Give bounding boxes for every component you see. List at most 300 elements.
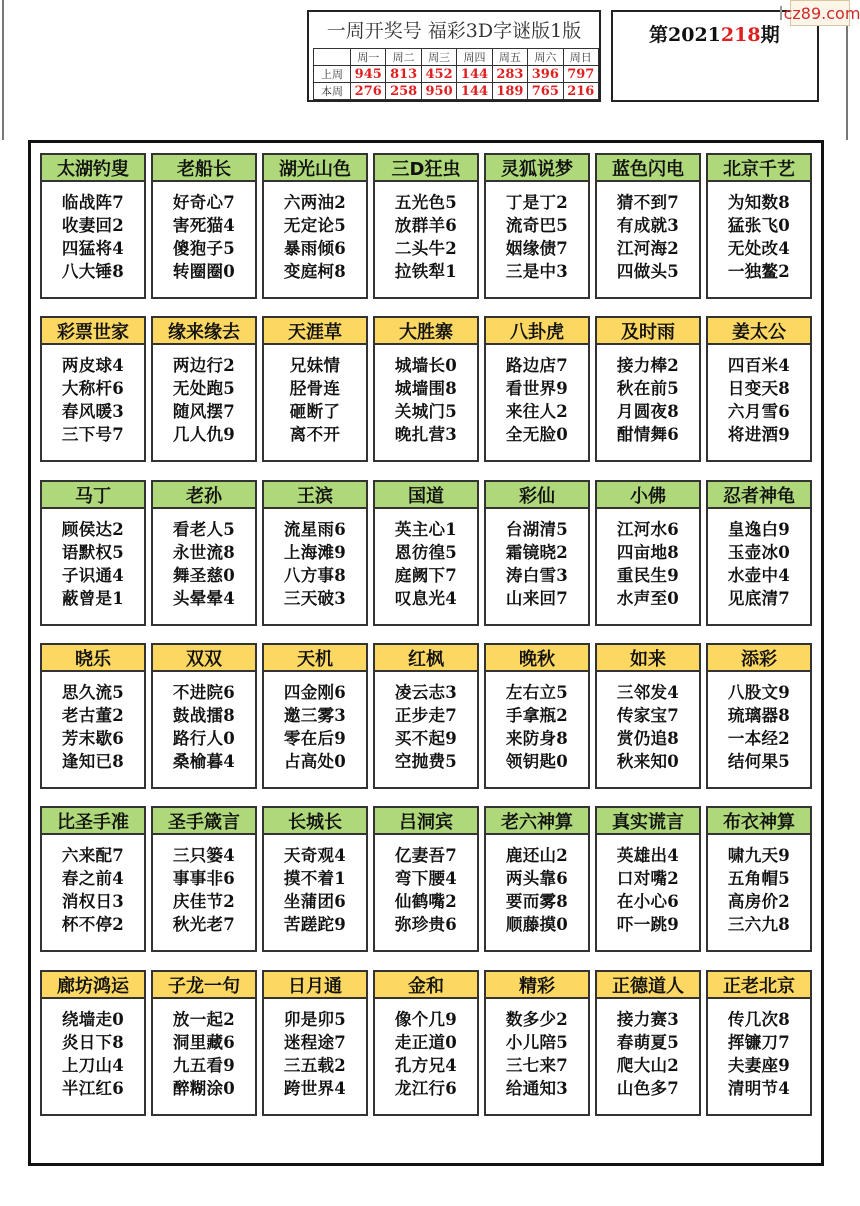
riddle-line: 空抛费5 [394, 752, 458, 771]
riddle-card-title: 老船长 [151, 153, 257, 182]
riddle-line: 几人仇9 [172, 425, 236, 444]
riddle-card [262, 316, 368, 462]
riddle-line: 清明节4 [727, 1079, 791, 1098]
riddle-line: 蔽曾是1 [61, 589, 125, 608]
riddle-line: 放一起2 [172, 1010, 236, 1029]
riddle-line: 龙江行6 [394, 1079, 458, 1098]
riddle-card-title: 廊坊鸿运 [40, 970, 146, 999]
riddle-card-title: 彩仙 [484, 480, 590, 509]
riddle-line: 顺藤摸0 [505, 915, 569, 934]
riddle-line: 重民生9 [616, 566, 680, 585]
riddle-line: 砸断了 [289, 402, 341, 421]
riddle-line: 三七来7 [505, 1056, 569, 1075]
riddle-line: 传家宝7 [616, 706, 680, 725]
riddle-card [706, 480, 812, 626]
riddle-card-title: 缘来缘去 [151, 316, 257, 345]
riddle-line: 接力赛3 [616, 1010, 680, 1029]
riddle-line: 结何果5 [727, 752, 791, 771]
riddle-lines [597, 1008, 699, 1100]
riddle-line: 芳末歇6 [61, 729, 125, 748]
riddle-line: 春风暖3 [61, 402, 125, 421]
riddle-card-title: 精彩 [484, 970, 590, 999]
riddle-line: 两皮球4 [61, 356, 125, 375]
riddle-lines [42, 191, 144, 283]
riddle-line: 头晕晕4 [172, 589, 236, 608]
riddle-line: 六两油2 [283, 193, 347, 212]
riddle-line: 四金刚6 [283, 683, 347, 702]
riddle-line: 八大锤8 [61, 262, 125, 281]
riddle-card [151, 316, 257, 462]
row-label: 上周 [314, 66, 351, 83]
riddle-line: 江河海2 [616, 239, 680, 258]
riddle-card [595, 643, 701, 789]
riddle-line: 占高处0 [283, 752, 347, 771]
riddle-card-title: 布衣神算 [706, 806, 812, 835]
riddle-line: 放群羊6 [394, 216, 458, 235]
riddle-card [595, 970, 701, 1116]
riddle-card-title: 如来 [595, 643, 701, 672]
riddle-card-title: 灵狐说梦 [484, 153, 590, 182]
riddle-lines [597, 844, 699, 936]
riddle-lines [42, 844, 144, 936]
riddle-line: 一独鳌2 [727, 262, 791, 281]
riddle-lines [375, 518, 477, 610]
riddle-lines [153, 1008, 255, 1100]
riddle-lines [153, 681, 255, 773]
draw-number: 945 [351, 66, 386, 83]
riddle-lines [264, 1008, 366, 1100]
riddle-lines [42, 681, 144, 773]
riddle-line: 猛张飞0 [727, 216, 791, 235]
riddle-line: 鼓战擂8 [172, 706, 236, 725]
riddle-card-title: 红枫 [373, 643, 479, 672]
riddle-card-title: 添彩 [706, 643, 812, 672]
riddle-card-title: 真实谎言 [595, 806, 701, 835]
riddle-lines [264, 191, 366, 283]
riddle-line: 城墙围8 [394, 379, 458, 398]
riddle-line: 来防身8 [505, 729, 569, 748]
riddle-line: 领钥匙0 [505, 752, 569, 771]
weekday-label: 周三 [421, 49, 456, 66]
riddle-line: 流星雨6 [283, 520, 347, 539]
riddle-lines [486, 354, 588, 446]
riddle-line: 口对嘴2 [616, 869, 680, 888]
riddle-lines [708, 191, 810, 283]
riddle-card-title: 忍者神龟 [706, 480, 812, 509]
riddle-lines [597, 354, 699, 446]
riddle-card [151, 806, 257, 952]
riddle-line: 凌云志3 [394, 683, 458, 702]
riddle-line: 秋来知0 [616, 752, 680, 771]
riddle-line: 五光色5 [394, 193, 458, 212]
riddle-line: 零在后9 [283, 729, 347, 748]
riddle-lines [42, 354, 144, 446]
riddle-line: 坐蒲团6 [283, 892, 347, 911]
riddle-grid-frame [28, 140, 824, 1166]
riddle-card-title: 大胜寨 [373, 316, 479, 345]
riddle-line: 姻缘债7 [505, 239, 569, 258]
riddle-card [262, 970, 368, 1116]
riddle-card [706, 970, 812, 1116]
riddle-line: 舞圣慈0 [172, 566, 236, 585]
riddle-line: 路边店7 [505, 356, 569, 375]
riddle-card-title: 太湖钓叟 [40, 153, 146, 182]
riddle-card [484, 643, 590, 789]
riddle-line: 琉璃器8 [727, 706, 791, 725]
riddle-line: 变庭柯8 [283, 262, 347, 281]
riddle-line: 九五看9 [172, 1056, 236, 1075]
riddle-card [484, 153, 590, 299]
riddle-line: 跨世界4 [283, 1079, 347, 1098]
riddle-line: 醉糊涂0 [172, 1079, 236, 1098]
riddle-line: 大称杆6 [61, 379, 125, 398]
riddle-card-title: 正德道人 [595, 970, 701, 999]
riddle-line: 转圈圈0 [172, 262, 236, 281]
riddle-line: 逢知已8 [61, 752, 125, 771]
riddle-line: 三六九8 [727, 915, 791, 934]
riddle-line: 摸不着1 [283, 869, 347, 888]
riddle-line: 好奇心7 [172, 193, 236, 212]
riddle-line: 邀三雾3 [283, 706, 347, 725]
riddle-card-title: 王滨 [262, 480, 368, 509]
riddle-card-title: 天涯草 [262, 316, 368, 345]
riddle-card [40, 316, 146, 462]
draw-number: 283 [492, 66, 527, 83]
riddle-line: 上刀山4 [61, 1056, 125, 1075]
riddle-card [262, 806, 368, 952]
weekday-label: 周二 [386, 49, 421, 66]
riddle-card [595, 153, 701, 299]
riddle-line: 随风摆7 [172, 402, 236, 421]
riddle-line: 传几次8 [727, 1010, 791, 1029]
riddle-line: 小儿陪5 [505, 1033, 569, 1052]
riddle-line: 庆佳节2 [172, 892, 236, 911]
riddle-line: 四百米4 [727, 356, 791, 375]
riddle-line: 三下号7 [61, 425, 125, 444]
riddle-card-title: 吕洞宾 [373, 806, 479, 835]
riddle-lines [375, 681, 477, 773]
riddle-line: 给通知3 [505, 1079, 569, 1098]
riddle-line: 弥珍贵6 [394, 915, 458, 934]
riddle-line: 流奇巴5 [505, 216, 569, 235]
riddle-line: 拉铁犁1 [394, 262, 458, 281]
riddle-line: 来往人2 [505, 402, 569, 421]
riddle-card [262, 153, 368, 299]
riddle-lines [486, 518, 588, 610]
riddle-line: 亿妻吾7 [394, 846, 458, 865]
riddle-line: 玉壶冰0 [727, 543, 791, 562]
riddle-line: 顾侯达2 [61, 520, 125, 539]
riddle-card [595, 316, 701, 462]
riddle-line: 涛白雪3 [505, 566, 569, 585]
riddle-line: 路行人0 [172, 729, 236, 748]
riddle-card [373, 316, 479, 462]
riddle-line: 三是中3 [505, 262, 569, 281]
riddle-line: 三只篓4 [172, 846, 236, 865]
riddle-lines [153, 518, 255, 610]
panel-title: 一周开奖号 福彩3D字谜版1版 [326, 20, 582, 42]
riddle-line: 绕墙走0 [61, 1010, 125, 1029]
riddle-line: 有成就3 [616, 216, 680, 235]
riddle-line: 两边行2 [172, 356, 236, 375]
riddle-card [484, 806, 590, 952]
riddle-line: 三天破3 [283, 589, 347, 608]
riddle-line: 卯是卯5 [283, 1010, 347, 1029]
riddle-lines [264, 518, 366, 610]
riddle-card [706, 153, 812, 299]
riddle-line: 夫妻座9 [727, 1056, 791, 1075]
riddle-card [40, 480, 146, 626]
riddle-lines [708, 1008, 810, 1100]
draw-number: 765 [528, 83, 563, 100]
riddle-line: 炎日下8 [61, 1033, 125, 1052]
riddle-line: 兄妹情 [289, 356, 341, 375]
riddle-line: 庭阙下7 [394, 566, 458, 585]
riddle-line: 晚扎营3 [394, 425, 458, 444]
riddle-card [40, 806, 146, 952]
riddle-lines [42, 518, 144, 610]
riddle-card-title: 老六神算 [484, 806, 590, 835]
riddle-line: 叹息光4 [394, 589, 458, 608]
riddle-card [706, 643, 812, 789]
riddle-line: 英主心1 [394, 520, 458, 539]
riddle-card [40, 643, 146, 789]
riddle-line: 四做头5 [616, 262, 680, 281]
riddle-line: 月圆夜8 [616, 402, 680, 421]
riddle-card-title: 圣手箴言 [151, 806, 257, 835]
riddle-line: 爬大山2 [616, 1056, 680, 1075]
riddle-line: 八方事8 [283, 566, 347, 585]
riddle-card-title: 马丁 [40, 480, 146, 509]
last-week-row [314, 66, 599, 83]
riddle-line: 日变天8 [727, 379, 791, 398]
riddle-line: 在小心6 [616, 892, 680, 911]
riddle-line: 语默权5 [61, 543, 125, 562]
draw-number: 258 [386, 83, 421, 100]
riddle-line: 猜不到7 [616, 193, 680, 212]
riddle-line: 山色多7 [616, 1079, 680, 1098]
riddle-lines [597, 681, 699, 773]
riddle-line: 桑榆暮4 [172, 752, 236, 771]
riddle-card [373, 153, 479, 299]
riddle-lines [375, 1008, 477, 1100]
riddle-card-title: 蓝色闪电 [595, 153, 701, 182]
riddle-card-title: 晚秋 [484, 643, 590, 672]
riddle-card [595, 480, 701, 626]
riddle-line: 将进酒9 [727, 425, 791, 444]
logo-icon [780, 6, 782, 20]
draw-number: 797 [563, 66, 598, 83]
riddle-line: 永世流8 [172, 543, 236, 562]
riddle-card-title: 八卦虎 [484, 316, 590, 345]
riddle-line: 水壶中4 [727, 566, 791, 585]
riddle-card-title: 正老北京 [706, 970, 812, 999]
left-edge-line [2, 0, 4, 140]
riddle-lines [42, 1008, 144, 1100]
draw-number: 396 [528, 66, 563, 83]
issue-number: 第2021218期 [649, 24, 780, 46]
riddle-line: 离不开 [289, 425, 341, 444]
site-watermark[interactable]: cz89.com [790, 0, 850, 26]
riddle-line: 秋在前5 [616, 379, 680, 398]
riddle-line: 弯下腰4 [394, 869, 458, 888]
riddle-line: 思久流5 [61, 683, 125, 702]
riddle-card-title: 彩票世家 [40, 316, 146, 345]
row-label: 本周 [314, 83, 351, 100]
draw-number: 950 [421, 83, 456, 100]
riddle-card [40, 153, 146, 299]
riddle-card-title: 天机 [262, 643, 368, 672]
riddle-line: 像个几9 [394, 1010, 458, 1029]
riddle-lines [153, 191, 255, 283]
riddle-line: 皇逸白9 [727, 520, 791, 539]
riddle-line: 四猛将4 [61, 239, 125, 258]
riddle-line: 春之前4 [61, 869, 125, 888]
riddle-card-title: 比圣手准 [40, 806, 146, 835]
riddle-line: 接力棒2 [616, 356, 680, 375]
riddle-lines [153, 354, 255, 446]
riddle-line: 五角帽5 [727, 869, 791, 888]
riddle-line: 吓一跳9 [616, 915, 680, 934]
riddle-line: 看老人5 [172, 520, 236, 539]
riddle-card [262, 643, 368, 789]
riddle-line: 鹿还山2 [505, 846, 569, 865]
riddle-line: 手拿瓶2 [505, 706, 569, 725]
riddle-line: 水声至0 [616, 589, 680, 608]
riddle-lines [264, 354, 366, 446]
riddle-card [373, 643, 479, 789]
riddle-line: 左右立5 [505, 683, 569, 702]
riddle-line: 害死猫4 [172, 216, 236, 235]
riddle-line: 买不起9 [394, 729, 458, 748]
riddle-line: 看世界9 [505, 379, 569, 398]
riddle-card [484, 316, 590, 462]
riddle-line: 三五载2 [283, 1056, 347, 1075]
riddle-line: 孔方兄4 [394, 1056, 458, 1075]
riddle-line: 无定论5 [283, 216, 347, 235]
this-week-row [314, 83, 599, 100]
riddle-line: 子识通4 [61, 566, 125, 585]
riddle-card [40, 970, 146, 1116]
riddle-line: 收妻回2 [61, 216, 125, 235]
riddle-lines [375, 191, 477, 283]
riddle-line: 无处跑5 [172, 379, 236, 398]
riddle-lines [486, 191, 588, 283]
issue-panel [611, 10, 819, 102]
riddle-line: 消权日3 [61, 892, 125, 911]
riddle-line: 关城门5 [394, 402, 458, 421]
riddle-line: 临战阵7 [61, 193, 125, 212]
riddle-lines [264, 844, 366, 936]
riddle-lines [597, 191, 699, 283]
riddle-card-title: 及时雨 [595, 316, 701, 345]
riddle-line: 为知数8 [727, 193, 791, 212]
riddle-line: 走正道0 [394, 1033, 458, 1052]
riddle-line: 恩彷徨5 [394, 543, 458, 562]
riddle-card [151, 643, 257, 789]
riddle-card-title: 三D狂虫 [373, 153, 479, 182]
weekly-draw-table [313, 48, 599, 100]
riddle-lines [264, 681, 366, 773]
riddle-card [706, 806, 812, 952]
riddle-line: 一本经2 [727, 729, 791, 748]
riddle-lines [486, 844, 588, 936]
riddle-card-title: 老孙 [151, 480, 257, 509]
riddle-line: 无处改4 [727, 239, 791, 258]
riddle-card [373, 480, 479, 626]
riddle-card-title: 姜太公 [706, 316, 812, 345]
riddle-card [151, 970, 257, 1116]
riddle-lines [486, 681, 588, 773]
draw-number: 276 [351, 83, 386, 100]
riddle-line: 胫骨连 [289, 379, 341, 398]
riddle-line: 啸九天9 [727, 846, 791, 865]
riddle-line: 洞里藏6 [172, 1033, 236, 1052]
riddle-lines [375, 844, 477, 936]
riddle-line: 英雄出4 [616, 846, 680, 865]
riddle-line: 挥镰刀7 [727, 1033, 791, 1052]
riddle-card [151, 153, 257, 299]
riddle-card [373, 806, 479, 952]
riddle-card-title: 双双 [151, 643, 257, 672]
riddle-card-title: 子龙一句 [151, 970, 257, 999]
riddle-card [595, 806, 701, 952]
riddle-line: 杯不停2 [61, 915, 125, 934]
riddle-line: 半江红6 [61, 1079, 125, 1098]
riddle-card-title: 长城长 [262, 806, 368, 835]
riddle-card-title: 国道 [373, 480, 479, 509]
riddle-line: 天奇观4 [283, 846, 347, 865]
riddle-line: 六月雪6 [727, 402, 791, 421]
riddle-card-title: 北京千艺 [706, 153, 812, 182]
riddle-card-title: 日月通 [262, 970, 368, 999]
riddle-line: 六来配7 [61, 846, 125, 865]
riddle-card [484, 970, 590, 1116]
riddle-line: 霜镜晓2 [505, 543, 569, 562]
riddle-lines [153, 844, 255, 936]
riddle-card [484, 480, 590, 626]
riddle-line: 老古董2 [61, 706, 125, 725]
weekday-label: 周五 [492, 49, 527, 66]
riddle-card [706, 316, 812, 462]
riddle-line: 上海滩9 [283, 543, 347, 562]
riddle-lines [375, 354, 477, 446]
riddle-line: 事事非6 [172, 869, 236, 888]
riddle-line: 丁是丁2 [505, 193, 569, 212]
riddle-lines [708, 354, 810, 446]
riddle-line: 苦蹉跎9 [283, 915, 347, 934]
riddle-line: 两头靠6 [505, 869, 569, 888]
riddle-line: 傻狍子5 [172, 239, 236, 258]
riddle-card [151, 480, 257, 626]
riddle-line: 仙鹤嘴2 [394, 892, 458, 911]
riddle-line: 八股文9 [727, 683, 791, 702]
riddle-line: 秋光老7 [172, 915, 236, 934]
riddle-line: 迷程途7 [283, 1033, 347, 1052]
riddle-card [262, 480, 368, 626]
riddle-line: 春萌夏5 [616, 1033, 680, 1052]
draw-number: 216 [563, 83, 598, 100]
riddle-lines [708, 681, 810, 773]
riddle-line: 三邻发4 [616, 683, 680, 702]
weekday-label: 周日 [563, 49, 598, 66]
riddle-line: 见底清7 [727, 589, 791, 608]
riddle-line: 暴雨倾6 [283, 239, 347, 258]
weekday-label: 周四 [457, 49, 492, 66]
draw-number: 144 [457, 83, 492, 100]
weekday-label: 周一 [351, 49, 386, 66]
riddle-line: 不进院6 [172, 683, 236, 702]
